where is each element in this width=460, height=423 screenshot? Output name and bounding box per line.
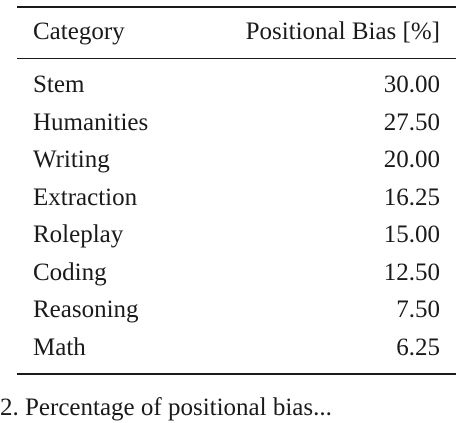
category-cell: Reasoning (33, 296, 139, 323)
table-row (17, 104, 456, 142)
bias-value-cell: 30.00 (383, 71, 440, 98)
category-cell: Roleplay (33, 221, 124, 248)
category-cell: Stem (33, 71, 85, 98)
table-caption: 2. Percentage of positional bias... (0, 394, 332, 421)
header-positional-bias: Positional Bias [%] (245, 17, 440, 45)
table-body (17, 59, 456, 373)
bias-value-cell: 6.25 (396, 333, 440, 361)
category-cell: Humanities (33, 108, 149, 136)
category-cell: Writing (33, 146, 110, 173)
table-row (17, 141, 456, 179)
bias-value-cell: 27.50 (383, 108, 440, 136)
bias-value-cell: 16.25 (383, 183, 440, 211)
bias-value-cell: 7.50 (396, 296, 440, 323)
table-row (17, 291, 456, 329)
table-header-row (17, 8, 456, 58)
category-cell: Math (33, 333, 86, 361)
table-row (17, 254, 456, 292)
header-category: Category (33, 17, 125, 45)
table-bottom-rule (17, 373, 456, 375)
bias-value-cell: 15.00 (383, 221, 440, 248)
table-row (17, 329, 456, 367)
table-row (17, 66, 456, 104)
table-row (17, 179, 456, 217)
table-row (17, 216, 456, 254)
category-cell: Coding (33, 258, 107, 286)
bias-value-cell: 20.00 (383, 146, 440, 173)
positional-bias-table (17, 0, 456, 375)
bias-value-cell: 12.50 (383, 258, 440, 286)
category-cell: Extraction (33, 183, 138, 211)
